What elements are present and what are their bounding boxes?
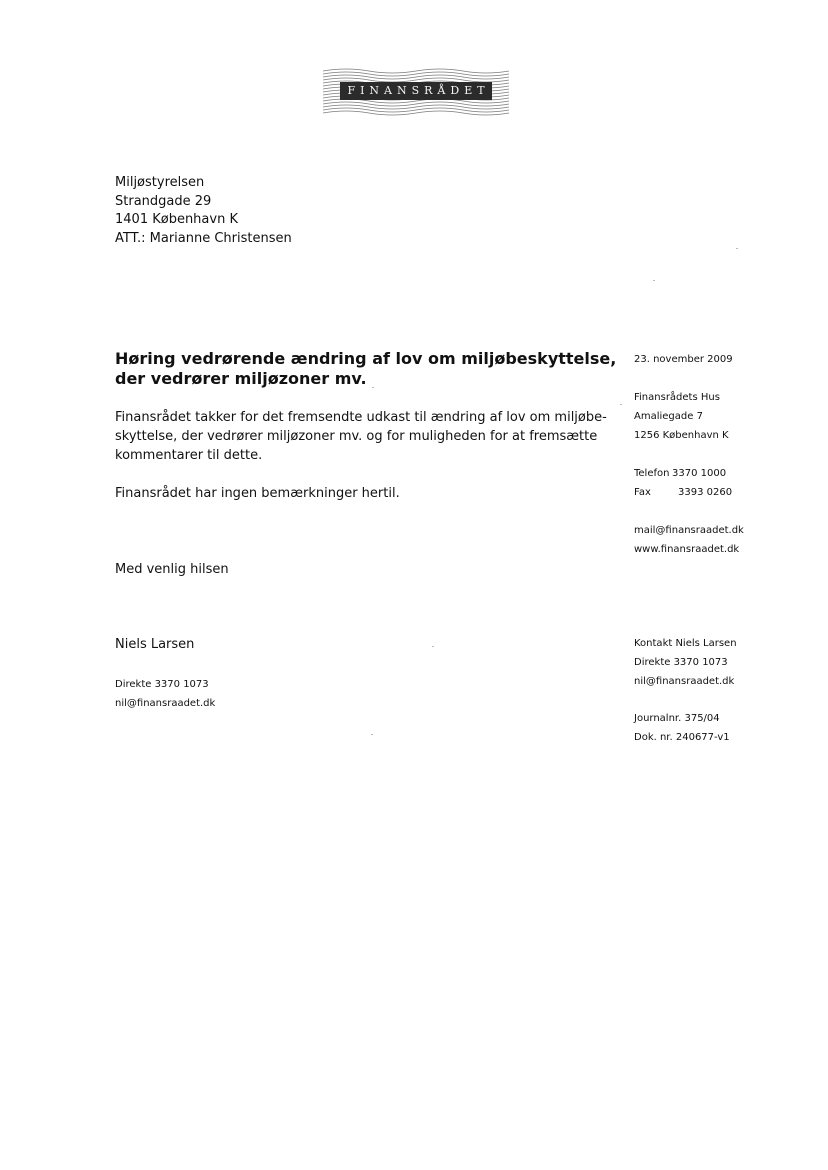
logo-band [340, 82, 492, 100]
scan-speck [736, 248, 738, 249]
contact-person: Kontakt Niels Larsen [634, 638, 737, 649]
letter-date: 23. november 2009 [634, 354, 733, 365]
recipient-city: 1401 København K [115, 212, 238, 228]
fax-label: Fax [634, 487, 651, 498]
finansraadet-logo [323, 67, 509, 118]
sender-city: 1256 København K [634, 430, 729, 441]
body-p1-line-2: skyttelse, der vedrører miljøzoner mv. og for muligheden for at fremsætte [115, 429, 598, 444]
signer-name: Niels Larsen [115, 637, 195, 652]
signer-email: nil@finansraadet.dk [115, 698, 216, 709]
contact-block [634, 634, 737, 691]
sender-street: Amaliegade 7 [634, 411, 703, 422]
reference-block [634, 709, 730, 747]
document-number: Dok. nr. 240677-v1 [634, 732, 730, 743]
sender-web-block [634, 521, 744, 559]
subject-line-2: der vedrører miljøzoner mv. [115, 369, 367, 388]
sender-fax-row [634, 483, 732, 502]
phone-label: Telefon [634, 468, 670, 479]
contact-direct-phone: Direkte 3370 1073 [634, 657, 728, 668]
fax-number: 3393 0260 [678, 487, 733, 498]
body-p1-line-3: kommentarer til dette. [115, 448, 263, 463]
closing-phrase: Med venlig hilsen [115, 562, 229, 577]
sender-org: Finansrådets Hus [634, 392, 720, 403]
body-paragraph-1 [115, 408, 605, 465]
contact-email: nil@finansraadet.dk [634, 676, 735, 687]
logo-wordmark: FINANSRÅDET [347, 84, 490, 97]
recipient-address [115, 174, 292, 249]
recipient-street: Strandgade 29 [115, 193, 212, 209]
body-p1-line-1: Finansrådet takker for det fremsendte udkast til ændring af lov om miljøbe- [115, 410, 607, 425]
sender-phone-row [634, 464, 732, 483]
signer-contact [115, 675, 215, 713]
body-paragraph-2: Finansrådet har ingen bemærkninger hertil. [115, 486, 400, 501]
scan-speck [432, 646, 434, 647]
sender-phone-block [634, 464, 732, 502]
scan-speck [620, 404, 622, 405]
letter-subject [115, 349, 617, 389]
sender-website: www.finansraadet.dk [634, 544, 740, 555]
subject-line-1: Høring vedrørende ændring af lov om miljøbeskyttelse, [115, 349, 617, 368]
scan-speck [371, 734, 373, 735]
scan-speck [653, 280, 655, 281]
phone-number: 3370 1000 [672, 468, 727, 479]
recipient-attention: ATT.: Marianne Christensen [115, 231, 292, 247]
sender-address [634, 388, 729, 445]
signer-direct-phone: Direkte 3370 1073 [115, 679, 209, 690]
journal-number: Journalnr. 375/04 [634, 713, 720, 724]
scan-speck [372, 387, 374, 388]
sender-email: mail@finansraadet.dk [634, 525, 744, 536]
recipient-name: Miljøstyrelsen [115, 175, 205, 190]
